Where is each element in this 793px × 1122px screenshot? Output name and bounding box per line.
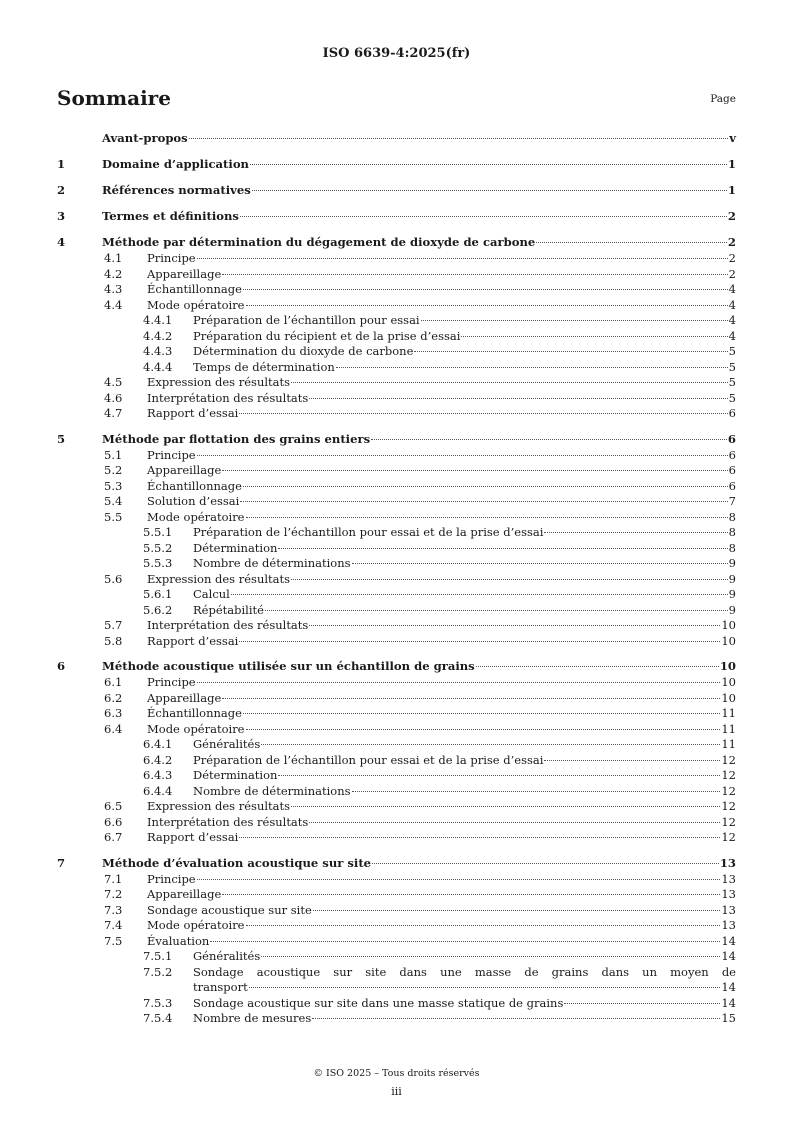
toc-entry[interactable] — [57, 130, 736, 147]
leader-dots — [197, 879, 721, 880]
toc-entry-text-continued: transport — [193, 980, 248, 994]
toc-entry[interactable] — [57, 965, 736, 996]
toc-entry[interactable] — [57, 918, 736, 934]
toc-entry-number: 4.5 — [104, 375, 123, 389]
toc-entry[interactable] — [57, 603, 736, 619]
toc-entry-page: 5 — [728, 344, 736, 358]
leader-dots — [564, 1003, 720, 1004]
toc-entry[interactable] — [57, 855, 736, 872]
toc-entry-page: 8 — [728, 525, 736, 539]
leader-dots — [291, 806, 720, 807]
toc-entry-page: 4 — [728, 282, 736, 296]
toc-entry-text: Généralités — [193, 737, 261, 751]
toc-entry-text: Mode opératoire — [147, 297, 245, 312]
leader-dots — [371, 439, 727, 440]
toc-entry-page: 6 — [728, 447, 736, 462]
toc-entry-number: 7.3 — [104, 902, 123, 917]
toc-entry-number: 4.4.3 — [143, 344, 173, 358]
toc-entry[interactable] — [57, 618, 736, 634]
toc-entry-number: 6.2 — [104, 690, 123, 705]
toc-entry-number: 5.8 — [104, 633, 123, 648]
toc-entry-page: 13 — [721, 902, 736, 917]
toc-entry[interactable] — [57, 313, 736, 329]
toc-entry-text: Méthode par détermination du dégagement de dioxyde de carbone — [102, 235, 536, 249]
toc-entry[interactable] — [57, 267, 736, 283]
toc-entry-number: 5.6 — [104, 571, 123, 586]
toc-entry-text: Évaluation — [147, 933, 210, 948]
toc-entry-page: 12 — [721, 799, 736, 813]
toc-entry[interactable] — [57, 996, 736, 1012]
leader-dots — [239, 413, 727, 414]
toc-entry-text: Rapport d’essai — [147, 830, 239, 844]
table-of-contents — [57, 130, 736, 1027]
leader-dots — [265, 610, 728, 611]
toc-entry[interactable] — [57, 634, 736, 650]
toc-entry-text: Détermination du dioxyde de carbone — [193, 344, 414, 358]
toc-entry-text: Expression des résultats — [147, 375, 291, 389]
toc-entry-page: 4 — [728, 328, 736, 343]
toc-entry-number: 7.5.3 — [143, 995, 173, 1010]
leader-dots — [476, 666, 719, 667]
leader-dots — [544, 532, 727, 533]
toc-entry[interactable] — [57, 815, 736, 831]
toc-entry[interactable] — [57, 541, 736, 557]
toc-entry-page: 14 — [721, 949, 736, 963]
toc-entry[interactable] — [57, 587, 736, 603]
toc-entry-page: 6 — [727, 431, 736, 446]
toc-entry-text: Termes et définitions — [102, 209, 239, 223]
toc-entry[interactable] — [57, 208, 736, 225]
toc-entry-page: 4 — [728, 297, 736, 312]
toc-entry[interactable] — [57, 494, 736, 510]
toc-entry-text: Échantillonnage — [147, 478, 242, 493]
leader-dots — [222, 274, 727, 275]
toc-entry-text: Méthode acoustique utilisée sur un échantillon de grains — [102, 659, 475, 673]
toc-entry-number: 5.2 — [104, 463, 123, 477]
leader-dots — [240, 216, 727, 217]
toc-entry[interactable] — [57, 463, 736, 479]
leader-dots — [421, 320, 728, 321]
toc-entry-page: 9 — [728, 571, 736, 586]
toc-entry-number: 7.1 — [104, 871, 123, 886]
toc-entry-page: 5 — [728, 359, 736, 374]
toc-entry-page: 12 — [721, 768, 736, 782]
leader-dots — [261, 744, 720, 745]
toc-entry[interactable] — [57, 903, 736, 919]
toc-entry-page: 13 — [721, 887, 736, 901]
toc-entry[interactable] — [57, 182, 736, 199]
toc-entry-page: 13 — [719, 855, 736, 870]
toc-entry-text: Détermination — [193, 768, 278, 782]
toc-entry-page: 11 — [721, 737, 736, 751]
toc-entry-number: 6.4 — [104, 721, 123, 736]
toc-entry-number: 5.5 — [104, 509, 123, 524]
toc-entry-number: 4.4.4 — [143, 359, 173, 374]
toc-header — [57, 86, 736, 114]
toc-entry-page: 2 — [727, 209, 736, 223]
toc-entry[interactable] — [57, 431, 736, 448]
toc-entry-page: 12 — [721, 783, 736, 798]
leader-dots — [189, 138, 729, 139]
toc-entry-page: 12 — [721, 752, 736, 767]
toc-entry-number: 4.2 — [104, 266, 123, 281]
toc-entry[interactable] — [57, 572, 736, 588]
leader-dots — [246, 305, 728, 306]
toc-entry-text: Domaine d’application — [102, 157, 249, 171]
toc-entry-page: 2 — [728, 251, 736, 265]
toc-entry-number: 5.1 — [104, 447, 123, 462]
toc-entry-number: 7 — [57, 855, 66, 870]
toc-entry-page: v — [729, 131, 736, 145]
toc-entry[interactable] — [57, 737, 736, 753]
toc-entry-number: 6.4.1 — [143, 737, 173, 751]
toc-entry-number: 6 — [57, 659, 66, 673]
toc-entry-page: 8 — [728, 509, 736, 524]
toc-entry-text: Temps de détermination — [193, 359, 335, 374]
toc-entry-text: Préparation de l’échantillon pour essai et de la prise d’essai — [193, 752, 544, 767]
toc-entry-number: 2 — [57, 183, 66, 197]
toc-entry-number: 4 — [57, 235, 66, 249]
toc-entry[interactable] — [57, 722, 736, 738]
toc-entry-page: 12 — [721, 830, 736, 844]
toc-entry-text: Sondage acoustique sur site — [147, 902, 312, 917]
toc-entry[interactable] — [57, 753, 736, 769]
toc-entry-page: 9 — [728, 556, 736, 570]
leader-dots — [239, 641, 720, 642]
toc-entry-text: Principe — [147, 675, 196, 689]
toc-entry-text: Appareillage — [147, 887, 222, 901]
toc-entry-text: Principe — [147, 871, 196, 886]
toc-entry-text: Méthode d’évaluation acoustique sur site — [102, 855, 372, 870]
toc-entry-page: 1 — [727, 183, 736, 197]
toc-entry[interactable] — [57, 510, 736, 526]
leader-dots — [222, 698, 720, 699]
toc-entry-number: 7.2 — [104, 887, 123, 901]
toc-entry-text: Préparation de l’échantillon pour essai et de la prise d’essai — [193, 525, 544, 539]
leader-dots — [312, 1018, 720, 1019]
leader-dots — [197, 682, 721, 683]
toc-entry-text: Principe — [147, 251, 196, 265]
page-column-label: Page — [710, 93, 736, 105]
toc-entry[interactable] — [57, 706, 736, 722]
leader-dots — [222, 894, 720, 895]
toc-entry-text: Mode opératoire — [147, 721, 245, 736]
toc-entry-number: 7.4 — [104, 918, 123, 932]
leader-dots — [352, 791, 721, 792]
leader-dots — [291, 579, 728, 580]
toc-entry-text: Préparation du récipient et de la prise d’essai — [193, 328, 461, 343]
toc-entry-number: 4.4.1 — [143, 313, 173, 327]
leader-dots — [246, 925, 721, 926]
leader-dots — [313, 910, 721, 911]
toc-entry[interactable] — [57, 872, 736, 888]
toc-entry-page: 12 — [721, 814, 736, 829]
toc-entry[interactable] — [57, 282, 736, 298]
toc-entry-page: 9 — [728, 602, 736, 617]
toc-entry[interactable] — [57, 360, 736, 376]
toc-entry-text: Solution d’essai — [147, 494, 240, 508]
toc-entry[interactable] — [57, 675, 736, 691]
toc-entry[interactable] — [57, 934, 736, 950]
toc-entry-number: 6.3 — [104, 706, 123, 720]
toc-entry-text: Mode opératoire — [147, 509, 245, 524]
leader-dots — [243, 713, 720, 714]
toc-entry-text: Rapport d’essai — [147, 406, 239, 420]
toc-entry-number: 5.6.1 — [143, 587, 173, 601]
leader-dots — [544, 760, 720, 761]
toc-entry-page: 10 — [719, 659, 736, 673]
toc-entry-number: 4.1 — [104, 251, 123, 265]
toc-entry-text: Rapport d’essai — [147, 633, 239, 648]
leader-dots — [197, 258, 728, 259]
toc-entry-number: 6.4.2 — [143, 752, 173, 767]
toc-entry-number: 7.5.4 — [143, 1011, 173, 1025]
toc-entry-text: Nombre de déterminations — [193, 556, 351, 570]
leader-dots — [246, 517, 728, 518]
toc-entry[interactable] — [57, 251, 736, 267]
toc-entry-text: Principe — [147, 447, 196, 462]
toc-entry-number: 6.5 — [104, 799, 123, 813]
toc-entry-text: Méthode par flottation des grains entiers — [102, 431, 371, 446]
toc-entry-page: 5 — [728, 390, 736, 405]
toc-entry-text: Appareillage — [147, 463, 222, 477]
toc-entry-text: Expression des résultats — [147, 571, 291, 586]
toc-entry-text: Interprétation des résultats — [147, 390, 309, 405]
toc-entry[interactable] — [57, 156, 736, 173]
toc-entry-text: Calcul — [193, 587, 230, 601]
toc-entry-page: 5 — [728, 375, 736, 389]
toc-entry-text: Mode opératoire — [147, 918, 245, 932]
toc-entry-number: 3 — [57, 209, 66, 223]
toc-entry-text: Généralités — [193, 949, 261, 963]
toc-entry[interactable] — [57, 949, 736, 965]
toc-entry-number: 5.5.3 — [143, 556, 173, 570]
toc-entry-page: 10 — [721, 690, 736, 705]
toc-entry-number: 4.4 — [104, 297, 123, 312]
leader-dots — [309, 822, 720, 823]
leader-dots — [250, 164, 727, 165]
leader-dots — [536, 242, 727, 243]
toc-entry-number: 6.7 — [104, 830, 123, 844]
toc-entry-page: 14 — [721, 995, 736, 1010]
toc-entry[interactable] — [57, 479, 736, 495]
copyright-notice: © ISO 2025 – Tous droits réservés — [313, 1068, 480, 1079]
leader-dots — [372, 863, 719, 864]
toc-entry-text: Interprétation des résultats — [147, 618, 309, 632]
toc-entry-number: 5.5.2 — [143, 540, 173, 555]
leader-dots — [231, 594, 728, 595]
toc-entry-text: Sondage acoustique sur site dans une masse statique de grains — [193, 995, 564, 1010]
toc-entry-page: 10 — [721, 675, 736, 689]
toc-entry-number: 6.4.4 — [143, 783, 173, 798]
leader-dots — [222, 470, 727, 471]
toc-entry-number: 7.5.1 — [143, 949, 173, 963]
toc-entry[interactable] — [57, 1011, 736, 1027]
leader-dots — [246, 729, 721, 730]
toc-entry-page: 13 — [721, 871, 736, 886]
toc-entry-page: 8 — [728, 540, 736, 555]
toc-entry-page: 14 — [721, 933, 736, 948]
toc-entry[interactable] — [57, 298, 736, 314]
leader-dots — [336, 367, 728, 368]
leader-dots — [243, 486, 728, 487]
toc-entry[interactable] — [57, 406, 736, 422]
toc-entry-page: 10 — [721, 618, 736, 632]
toc-entry-text: Nombre de mesures — [193, 1011, 312, 1025]
leader-dots — [239, 837, 720, 838]
toc-entry-number: 6.1 — [104, 675, 123, 689]
leader-dots — [278, 548, 727, 549]
toc-entry-page: 15 — [721, 1011, 736, 1025]
toc-entry[interactable] — [57, 658, 736, 675]
toc-entry-text: Répétabilité — [193, 602, 264, 617]
leader-dots — [278, 775, 720, 776]
toc-entry[interactable] — [57, 329, 736, 345]
leader-dots — [414, 351, 727, 352]
toc-entry-page: 6 — [728, 478, 736, 493]
toc-entry-page: 13 — [721, 918, 736, 932]
leader-dots — [197, 455, 728, 456]
toc-entry-number: 5.4 — [104, 494, 123, 508]
toc-entry-page: 2 — [728, 266, 736, 281]
toc-entry-page: 6 — [728, 463, 736, 477]
toc-entry-number: 4.6 — [104, 390, 123, 405]
toc-entry[interactable] — [57, 525, 736, 541]
toc-entry-text: Échantillonnage — [147, 706, 242, 720]
document-id: ISO 6639-4:2025(fr) — [322, 46, 471, 61]
leader-dots — [240, 501, 727, 502]
toc-entry-continuation — [57, 980, 736, 996]
toc-entry[interactable] — [57, 768, 736, 784]
leader-dots — [309, 625, 720, 626]
toc-entry-page: 2 — [727, 235, 736, 249]
toc-entry-text: Références normatives — [102, 183, 251, 197]
toc-entry-page: 10 — [721, 633, 736, 648]
toc-entry-text: Appareillage — [147, 690, 222, 705]
toc-entry-number: 5.5.1 — [143, 525, 173, 539]
toc-entry[interactable] — [57, 448, 736, 464]
leader-dots — [309, 398, 727, 399]
toc-entry-number: 5.3 — [104, 478, 123, 493]
leader-dots — [261, 956, 720, 957]
toc-entry[interactable] — [57, 234, 736, 251]
leader-dots — [210, 941, 720, 942]
toc-entry-text: Échantillonnage — [147, 282, 242, 296]
leader-dots — [252, 190, 727, 191]
toc-entry-text: Détermination — [193, 540, 278, 555]
toc-entry-page: 4 — [728, 313, 736, 327]
toc-entry[interactable] — [57, 887, 736, 903]
leader-dots — [249, 987, 721, 988]
toc-entry-page: 1 — [727, 157, 736, 171]
toc-entry[interactable] — [57, 830, 736, 846]
toc-entry[interactable] — [57, 784, 736, 800]
toc-entry-number: 6.4.3 — [143, 768, 173, 782]
page-number: iii — [391, 1085, 402, 1098]
toc-entry-page: 11 — [721, 721, 736, 736]
toc-entry-text: Expression des résultats — [147, 799, 291, 813]
toc-entry-text: Interprétation des résultats — [147, 814, 309, 829]
toc-entry-number: 7.5.2 — [143, 964, 173, 979]
toc-entry-number: 1 — [57, 157, 66, 171]
toc-entry-number: 4.4.2 — [143, 328, 173, 343]
toc-entry-number: 5.6.2 — [143, 602, 173, 617]
toc-entry-number: 4.3 — [104, 282, 123, 296]
toc-entry-number: 7.5 — [104, 933, 123, 948]
toc-entry-number: 6.6 — [104, 814, 123, 829]
toc-entry-text: Appareillage — [147, 266, 222, 281]
toc-entry-text: Préparation de l’échantillon pour essai — [193, 313, 420, 327]
toc-entry-number: 5 — [57, 431, 66, 446]
toc-entry-text: Sondage acoustique sur site dans une masse de grains dans un moyen de — [193, 964, 736, 979]
toc-entry[interactable] — [57, 691, 736, 707]
toc-entry[interactable] — [57, 556, 736, 572]
page-title: Sommaire — [57, 86, 171, 110]
leader-dots — [243, 289, 728, 290]
toc-entry-page: 7 — [728, 494, 736, 508]
toc-entry[interactable] — [57, 391, 736, 407]
toc-entry[interactable] — [57, 799, 736, 815]
toc-entry-text: Nombre de déterminations — [193, 783, 351, 798]
leader-dots — [461, 336, 727, 337]
leader-dots — [291, 382, 728, 383]
toc-entry-page: 14 — [721, 980, 736, 994]
toc-entry-number: 4.7 — [104, 406, 123, 420]
toc-entry-page: 11 — [721, 706, 736, 720]
toc-entry[interactable] — [57, 375, 736, 391]
toc-entry-page: 6 — [728, 406, 736, 420]
leader-dots — [352, 563, 728, 564]
toc-entry-page: 9 — [728, 587, 736, 601]
toc-entry[interactable] — [57, 344, 736, 360]
toc-entry-text: Avant-propos — [102, 131, 188, 145]
toc-entry-number: 5.7 — [104, 618, 123, 632]
